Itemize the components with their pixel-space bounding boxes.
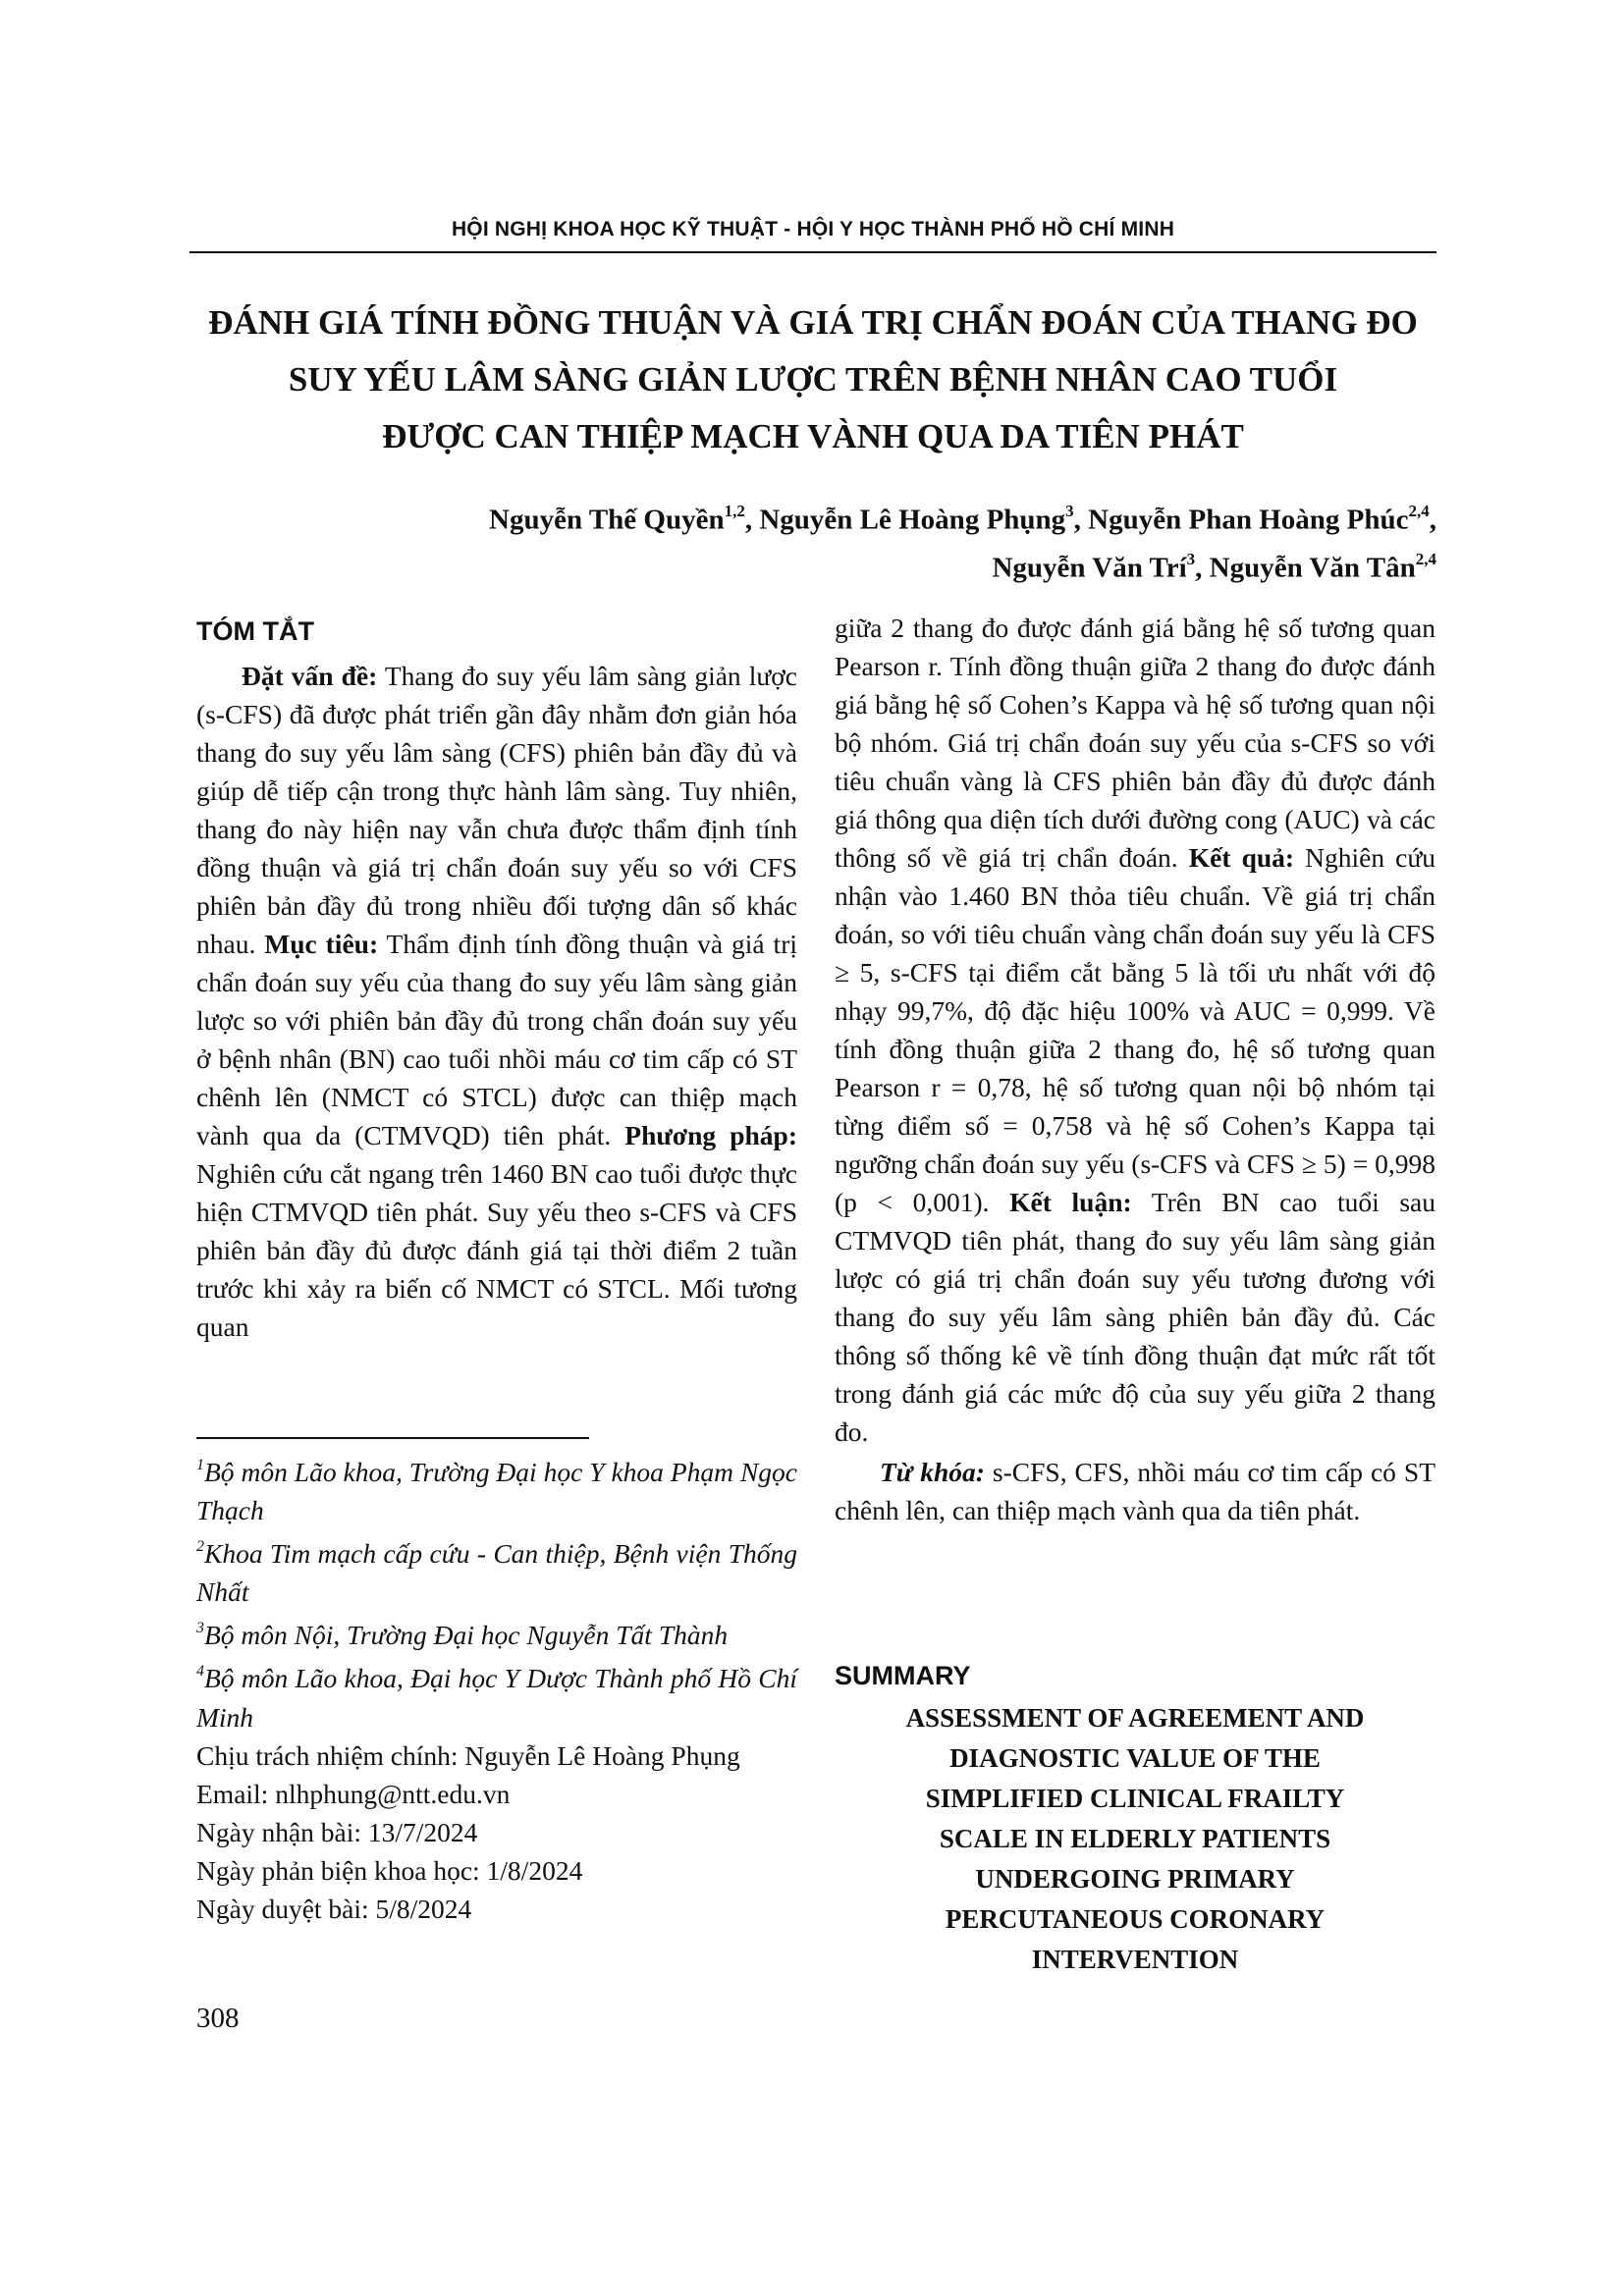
keywords-text: s-CFS, CFS, nhồi máu cơ tim cấp có ST chênh lên, can thiệp mạch vành qua da tiên phát. [835, 1457, 1435, 1525]
title-line: SUY YẾU LÂM SÀNG GIẢN LƯỢC TRÊN BỆNH NHÂN CAO TUỔI [288, 360, 1338, 399]
abstract-heading: TÓM TẮT [196, 616, 314, 646]
author-name: Nguyễn Văn Trí [992, 552, 1187, 584]
left-column [196, 609, 797, 1346]
affiliation-footnote: $^4$Bộ môn Lão khoa, Đại học Y Dược Thành phố Hồ Chí Minh [196, 1663, 797, 1733]
footnotes [196, 1448, 797, 1928]
title-line: ĐÁNH GIÁ TÍNH ĐỒNG THUẬN VÀ GIÁ TRỊ CHẨN ĐOÁN CỦA THANG ĐO [208, 303, 1418, 342]
author-affiliation: 1,2 [724, 502, 745, 520]
affiliation-footnote: $^2$Khoa Tim mạch cấp cứu - Can thiệp, Bệnh viện Thống Nhất [196, 1538, 797, 1608]
affiliation-footnote: $^3$Bộ môn Nội, Trường Đại học Nguyễn Tất Thành [196, 1620, 729, 1651]
header-rule [189, 251, 1436, 253]
summary-heading: SUMMARY [835, 1661, 971, 1690]
author-affiliation: 2,4 [1408, 502, 1430, 520]
author-affiliation: 3 [1065, 502, 1074, 520]
abstract-continued: giữa 2 thang đo được đánh giá bằng hệ số tương quan Pearson r. Tính đồng thuận giữa 2 thang đo được đánh giá bằng hệ số Cohen’s Kappa và hệ số tương quan nội bộ nhóm. Giá trị chẩn đoán suy yếu của s-CFS so với tiêu chuẩn vàng là CFS phiên bản đầy đủ được đánh giá thông qua diện tích dưới đường cong (AUC) và các thông số về giá trị chẩn đoán. Kết quả: Nghiên cứu nhận vào 1.460 BN thỏa tiêu chuẩn. Về giá trị chẩn đoán, so với tiêu chuẩn vàng chẩn đoán suy yếu là CFS ≥ 5, s-CFS tại điểm cắt bằng 5 là tối ưu nhất với độ nhạy 99,7%, độ đặc hiệu 100% và AUC = 0,999. Về tính đồng thuận giữa 2 thang đo, hệ số tương quan Pearson r = 0,78, hệ số tương quan nội bộ nhóm tại từng điểm số = 0,758 và hệ số Cohen’s Kappa tại ngưỡng chẩn đoán suy yếu (s-CFS và CFS ≥ 5) = 0,998 (p < 0,001). Kết luận: Trên BN cao tuổi sau CTMVQD tiên phát, thang đo suy yếu lâm sàng giản lược có giá trị chẩn đoán suy yếu tương đương với thang đo suy yếu lâm sàng phiên bản đầy đủ. Các thông số thống kê về tính đồng thuận đạt mức rất tốt trong đánh giá các mức độ của suy yếu giữa 2 thang đo. [835, 613, 1436, 1447]
corresponding-author: Chịu trách nhiệm chính: Nguyễn Lê Hoàng Phụng [196, 1739, 740, 1771]
summary-title-line: SCALE IN ELDERLY PATIENTS [939, 1824, 1331, 1853]
author-list: Nguyễn Thế Quyền$^{1,2}$, Nguyễn Lê Hoàng Phụng$^3$, Nguyễn Phan Hoàng Phúc$^{2,4}$, Nguyễn Văn Trí$^3$, Nguyễn Văn Tân$^{2,4}$ [489, 502, 1436, 584]
author-name: Nguyễn Phan Hoàng Phúc [1088, 504, 1409, 536]
author-name: Nguyễn Thế Quyền [489, 504, 725, 536]
affiliation-footnote: $^1$Bộ môn Lão khoa, Trường Đại học Y khoa Phạm Ngọc Thạch [196, 1457, 797, 1526]
keywords-label: Từ khóa: [880, 1457, 985, 1487]
received-date: Ngày nhận bài: 13/7/2024 [196, 1816, 478, 1847]
author-affiliation: 3 [1186, 549, 1196, 568]
summary-title [835, 1698, 1435, 1980]
abstract-paragraph: Đặt vấn đề: Thang đo suy yếu lâm sàng giản lược (s-CFS) đã được phát triển gần đây nhằm đơn giản hóa thang đo suy yếu lâm sàng (CFS) phiên bản đầy đủ và giúp dễ tiếp cận trong thực hành lâm sàng. Tuy nhiên, thang đo này hiện nay vẫn chưa được thẩm định tính đồng thuận và giá trị chẩn đoán suy yếu so với CFS phiên bản đầy đủ trong nhiều đối tượng dân số khác nhau. Mục tiêu: Thẩm định tính đồng thuận và giá trị chẩn đoán suy yếu của thang đo suy yếu lâm sàng giản lược so với phiên bản đầy đủ trong chẩn đoán suy yếu ở bệnh nhân (BN) cao tuổi nhồi máu cơ tim cấp có ST chênh lên (NMCT có STCL) được can thiệp mạch vành qua da (CTMVQD) tiên phát. Phương pháp: Nghiên cứu cắt ngang trên 1460 BN cao tuổi được thực hiện CTMVQD tiên phát. Suy yếu theo s-CFS và CFS phiên bản đầy đủ được đánh giá tại thời điểm 2 tuần trước khi xảy ra biến cố NMCT có STCL. Mối tương quan [196, 661, 797, 1342]
page-number: 308 [196, 2002, 240, 2034]
summary-title-line: INTERVENTION [1031, 1945, 1239, 1974]
email: Email: nlhphung@ntt.edu.vn [196, 1778, 511, 1809]
accepted-date: Ngày duyệt bài: 5/8/2024 [196, 1893, 472, 1924]
summary-title-line: DIAGNOSTIC VALUE OF THE [949, 1743, 1321, 1773]
summary-title-line: UNDERGOING PRIMARY [975, 1864, 1295, 1894]
keywords [835, 1453, 1435, 1529]
author-name: Nguyễn Lê Hoàng Phụng [759, 504, 1066, 536]
running-header: HỘI NGHỊ KHOA HỌC KỸ THUẬT - HỘI Y HỌC THÀNH PHỐ HỒ CHÍ MINH [451, 218, 1175, 240]
right-column [835, 609, 1435, 1529]
summary-title-line: ASSESSMENT OF AGREEMENT AND [905, 1703, 1365, 1733]
author-name: Nguyễn Văn Tân [1209, 552, 1416, 584]
title-line: ĐƯỢC CAN THIỆP MẠCH VÀNH QUA DA TIÊN PHÁT [382, 417, 1244, 455]
author-affiliation: 2,4 [1415, 549, 1436, 568]
article-title [189, 294, 1436, 465]
summary-title-line: SIMPLIFIED CLINICAL FRAILTY [925, 1784, 1345, 1813]
footnote-rule [196, 1437, 589, 1439]
summary-title-line: PERCUTANEOUS CORONARY [945, 1904, 1326, 1934]
review-date: Ngày phản biện khoa học: 1/8/2024 [196, 1854, 583, 1886]
